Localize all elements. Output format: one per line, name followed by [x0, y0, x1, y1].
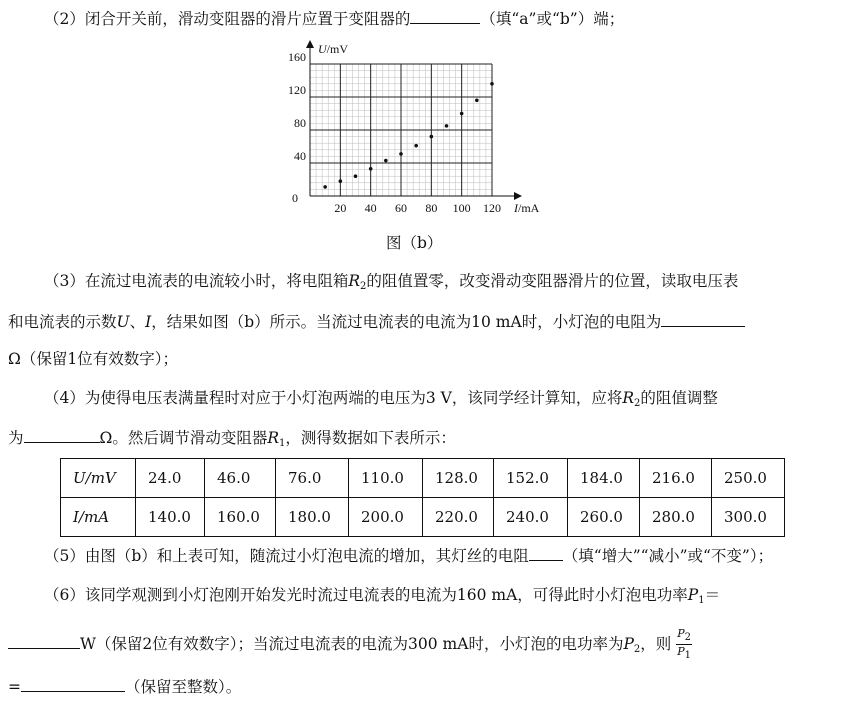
q6-text-3-pre: = [8, 678, 21, 696]
q6-line1 [44, 585, 720, 611]
q4-answer-blank[interactable] [24, 427, 100, 443]
data-point [369, 167, 373, 171]
q6-answer-blank-2[interactable] [21, 676, 125, 692]
q2-text-pre: （2）闭合开关前，滑动变阻器的滑片应置于变阻器的 [44, 10, 411, 28]
y-tick-label: 160 [288, 50, 306, 64]
data-point [354, 174, 358, 178]
y-tick-label: 40 [294, 149, 306, 163]
table-cell: 24.0 [136, 459, 205, 498]
x-tick-label: 80 [425, 201, 438, 215]
fraction-numerator: $P_2$ [677, 627, 691, 643]
q6-text-3-post: （保留至整数）。 [125, 678, 242, 696]
x-tick-label: 20 [334, 201, 347, 215]
table-cell: 250.0 [712, 459, 785, 498]
data-point [323, 185, 327, 189]
q4-text-2-pre: 为 [8, 429, 24, 447]
x-tick-label: 60 [395, 201, 407, 215]
q6-line2 [8, 627, 692, 662]
table-cell: 200.0 [349, 498, 423, 537]
q2-answer-blank[interactable] [410, 8, 480, 24]
table-cell: 160.0 [205, 498, 276, 537]
q6-line3 [8, 676, 241, 697]
data-point [490, 82, 494, 86]
data-point [399, 152, 403, 156]
q3-line1 [44, 271, 738, 297]
x-tick-labels [334, 201, 501, 215]
data-point [339, 179, 343, 183]
x-tick-label: 120 [483, 201, 501, 215]
table-cell: 300.0 [712, 498, 785, 537]
table-row-i [61, 498, 785, 537]
q6-text-2: W（保留2位有效数字）；当流过电流表的电流为300 mA时，小灯泡的电功率为$P_2$，则 [80, 634, 677, 655]
q3-text-1: （3）在流过电流表的电流较小时，将电阻箱$R_2$的阻值置零，改变滑动变阻器滑片的位置，读取电压表 [44, 272, 739, 292]
q5-text-post: （填“增大”“减小”或“不变”）； [562, 547, 774, 565]
q3-answer-blank[interactable] [661, 311, 745, 327]
x-tick-label: 40 [364, 201, 377, 215]
table-cell: 152.0 [494, 459, 568, 498]
table-header-u: U/mV [61, 459, 136, 498]
table-cell: 280.0 [640, 498, 712, 537]
q3-line2 [8, 311, 745, 332]
q6-answer-blank-1[interactable] [8, 633, 80, 649]
x-axis-label: I/mA [514, 201, 540, 215]
data-points [323, 82, 493, 189]
table-cell: 220.0 [423, 498, 494, 537]
q3-line3 [8, 349, 178, 369]
data-point [475, 99, 479, 103]
q4-line1 [44, 388, 718, 414]
table-cell: 240.0 [494, 498, 568, 537]
q3-text-2: 和电流表的示数U、I，结果如图（b）所示。当流过电流表的电流为10 mA时，小灯泡的电阻为 [8, 313, 662, 331]
q2-line [44, 8, 624, 29]
table-header-i: I/mA [61, 498, 136, 537]
origin-label: 0 [292, 191, 298, 205]
q3-text-3: Ω（保留1位有效数字）； [8, 350, 178, 368]
figure-caption: 图（b） [386, 234, 443, 252]
table-cell: 110.0 [349, 459, 423, 498]
ui-graph-b [282, 40, 552, 230]
data-table [60, 458, 785, 537]
data-point [445, 124, 449, 128]
power-ratio-fraction [676, 627, 692, 662]
table-cell: 140.0 [136, 498, 205, 537]
data-point [430, 135, 434, 139]
q2-text-post: （填“a”或“b”）端； [480, 10, 625, 28]
y-axis-label: U/mV [318, 42, 349, 56]
q5-text-pre: （5）由图（b）和上表可知，随流过小灯泡电流的增加，其灯丝的电阻 [44, 547, 529, 565]
y-tick-label: 120 [288, 83, 306, 97]
q5-answer-blank[interactable] [529, 545, 563, 561]
table-cell: 46.0 [205, 459, 276, 498]
table-cell: 260.0 [568, 498, 640, 537]
table-cell: 76.0 [276, 459, 349, 498]
data-point [414, 144, 418, 148]
data-point [460, 112, 464, 116]
q4-text-1: （4）为使得电压表满量程时对应于小灯泡两端的电压为3 V，该同学经计算知，应将$R_2$的阻值调整 [44, 389, 718, 409]
q4-line2 [8, 427, 456, 454]
table-cell: 180.0 [276, 498, 349, 537]
q5-line [44, 545, 773, 566]
data-point [384, 159, 388, 163]
y-tick-label: 80 [294, 116, 306, 130]
q6-text-1: （6）该同学观测到小灯泡刚开始发光时流过电流表的电流为160 mA，可得此时小灯泡电功率$P_1=$ [44, 586, 721, 606]
table-cell: 184.0 [568, 459, 640, 498]
q4-text-2-post: Ω。然后调节滑动变阻器$R_1$，测得数据如下表所示： [99, 429, 456, 449]
table-row-u [61, 459, 785, 498]
table-cell: 216.0 [640, 459, 712, 498]
y-tick-labels [288, 50, 306, 163]
fraction-denominator: $P_1$ [677, 645, 691, 661]
table-cell: 128.0 [423, 459, 494, 498]
x-tick-label: 100 [452, 201, 471, 215]
